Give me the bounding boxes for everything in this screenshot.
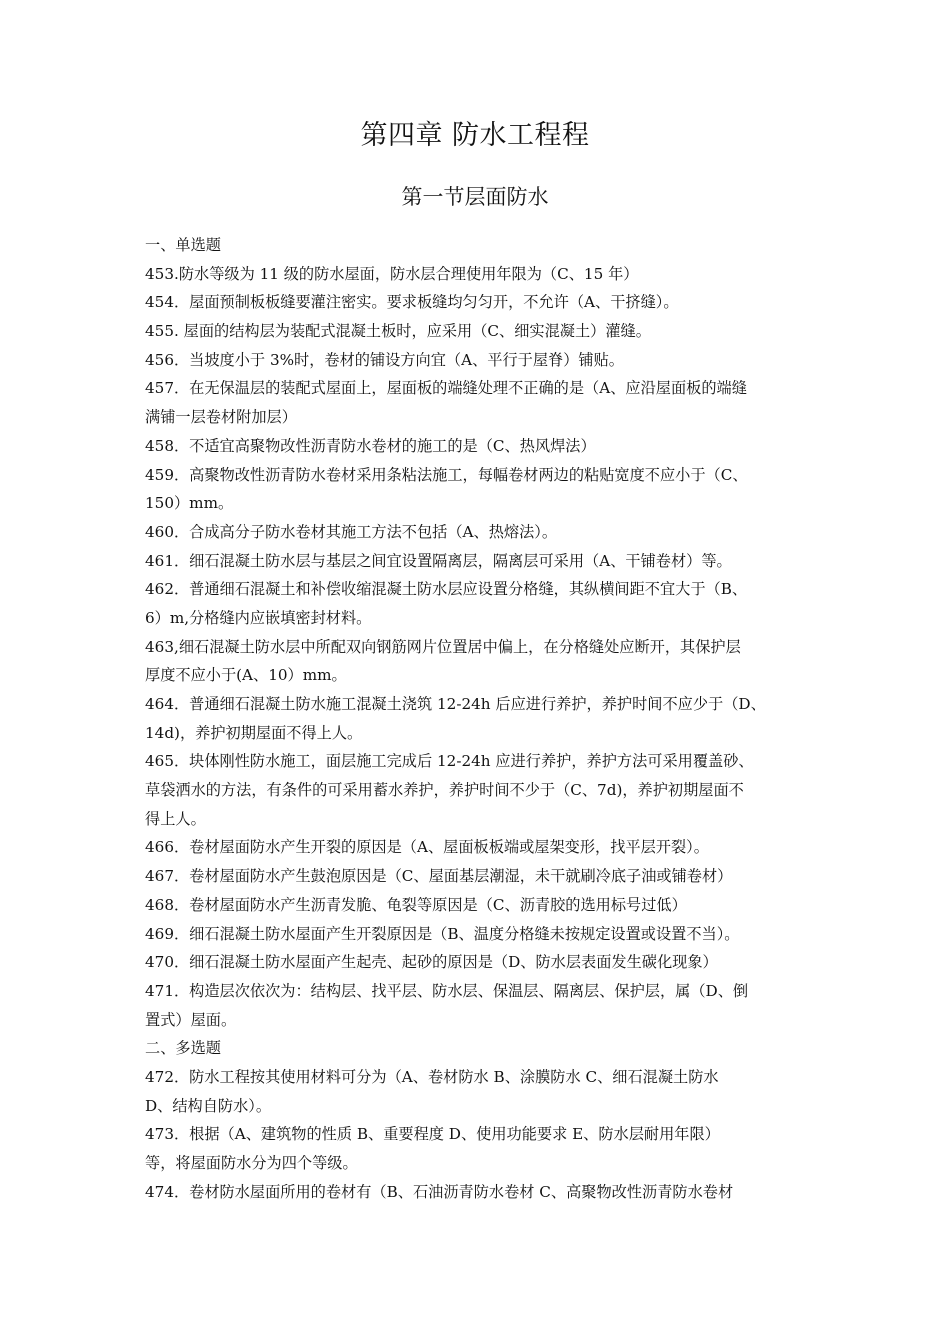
text-line: 6）m,分格缝内应嵌填密封材料。 (145, 608, 372, 627)
text-line: 466．卷材屋面防水产生开裂的原因是（A、屋面板板端或屋架变形，找平层开裂）。 (145, 838, 709, 857)
text-line: 453.防水等级为 11 级的防水屋面，防水层合理使用年限为（C、15 年） (145, 264, 639, 283)
text-line: 置式）屋面。 (145, 1010, 237, 1029)
text-line: 458．不适宜高聚物改性沥青防水卷材的施工的是（C、热风焊法） (145, 436, 596, 455)
text-line: 454．屋面预制板板缝要灌注密实。要求板缝均匀匀开，不允许（A、干挤缝）。 (145, 293, 679, 312)
text-line: 得上人。 (145, 809, 206, 828)
text-line: 150）mm。 (145, 494, 234, 513)
text-line: 厚度不应小于(A、10）mm。 (145, 666, 347, 685)
text-line: D、结构自防水）。 (145, 1096, 272, 1115)
text-line: 二、多选题 (145, 1039, 221, 1058)
text-line: 455. 屋面的结构层为装配式混凝土板时，应采用（C、细实混凝土）灌缝。 (145, 322, 651, 341)
text-line: 456．当坡度小于 3%时，卷材的铺设方向宜（A、平行于屋脊）铺贴。 (145, 350, 624, 369)
text-line: 474．卷材防水屋面所用的卷材有（B、石油沥青防水卷材 C、高聚物改性沥青防水卷材 (145, 1182, 734, 1201)
text-line: 等，将屋面防水分为四个等级。 (145, 1154, 358, 1172)
text-line: 467．卷材屋面防水产生鼓泡原因是（C、屋面基层潮湿，未干就刷冷底子油或铺卷材） (145, 867, 733, 886)
text-line: 459．高聚物改性沥青防水卷材采用条粘法施工，每幅卷材两边的粘贴宽度不应小于（C、 (145, 465, 748, 484)
text-line: 473．根据（A、建筑物的性质 B、重要程度 D、使用功能要求 E、防水层耐用年限） (145, 1125, 720, 1144)
text-line: 463,细石混凝土防水层中所配双向钢筋网片位置居中偏上，在分格缝处应断开，其保护层 (145, 637, 741, 656)
text-line: 满铺一层卷材附加层） (145, 408, 297, 427)
text-line: 468．卷材屋面防水产生沥青发脆、龟裂等原因是（C、沥青胶的选用标号过低） (145, 895, 687, 914)
text-line: 465．块体刚性防水施工，面层施工完成后 12-24h 应进行养护，养护方法可采用覆盖砂、 (145, 752, 754, 771)
section-title: 第一节层面防水 (401, 185, 549, 209)
text-line: 草袋洒水的方法，有条件的可采用蓄水养护，养护时间不少于（C、7d)，养护初期屋面不 (145, 781, 744, 800)
document-body (145, 231, 811, 1206)
text-line: 469．细石混凝土防水屋面产生开裂原因是（B、温度分格缝未按规定设置或设置不当）。 (145, 924, 740, 943)
text-line: 461．细石混凝土防水层与基层之间宜设置隔离层，隔离层可采用（A、干铺卷材）等。 (145, 551, 732, 570)
text-line: 464．普通细石混凝土防水施工混凝土浇筑 12-24h 后应进行养护，养护时间不应少于（D、 (145, 695, 766, 713)
text-line: 14d)，养护初期屋面不得上人。 (145, 723, 363, 742)
text-line: 457．在无保温层的装配式屋面上，屋面板的端缝处理不正确的是（A、应沿屋面板的端缝 (145, 379, 747, 398)
text-line: 460．合成高分子防水卷材其施工方法不包括（A、热熔法）。 (145, 522, 558, 541)
chapter-title: 第四章 防水工程程 (360, 120, 590, 151)
text-line: 471．构造层次依次为：结构层、找平层、防水层、保温层、隔离层、保护层，属（D、倒 (145, 981, 749, 1000)
text-line: 一、单选题 (145, 236, 221, 254)
text-line: 462．普通细石混凝土和补偿收缩混凝土防水层应设置分格缝，其纵横间距不宜大于（B、 (145, 580, 748, 599)
text-line: 472．防水工程按其使用材料可分为（A、卷材防水 B、涂膜防水 C、细石混凝土防水 (145, 1067, 719, 1086)
text-line: 470．细石混凝土防水屋面产生起壳、起砂的原因是（D、防水层表面发生碳化现象） (145, 953, 718, 972)
